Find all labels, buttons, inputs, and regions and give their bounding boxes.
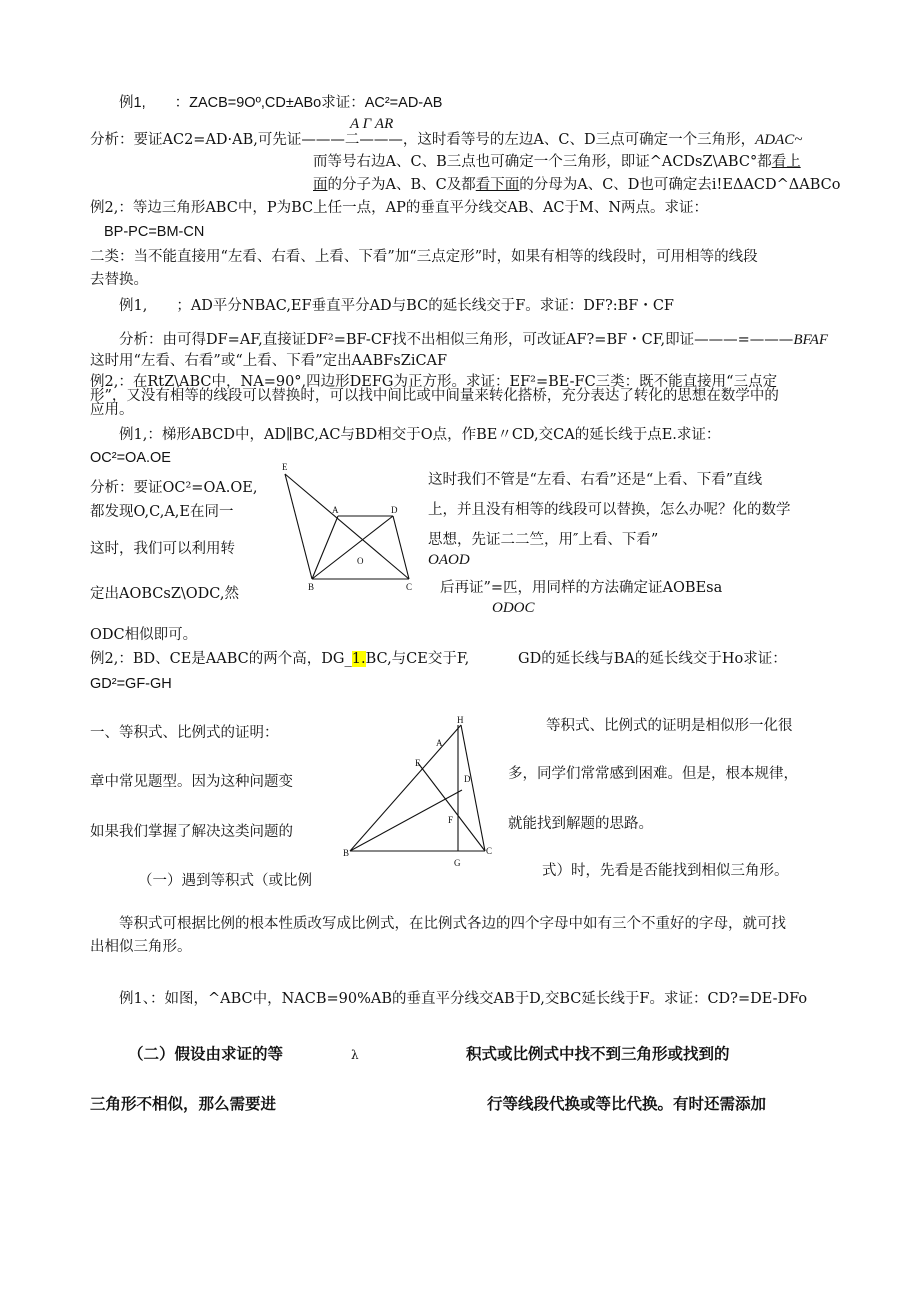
point-label: F xyxy=(448,815,454,825)
fraction-garble: ADAC~ xyxy=(755,132,803,148)
analysis-text: 上，并且没有相等的线段可以替换，怎么办呢？化的数学 xyxy=(428,502,791,518)
type-three-paragraph: 形”，又没有相等的线段可以替换时，可以找中间比或中间量来转化搭桥，充分表达了转化的思想在数学中的 xyxy=(90,388,779,404)
body-text: 章中常见题型。因为这种问题变 xyxy=(90,774,293,790)
analysis-text: 这时我们不管是“左看、右看”还是“上看、下看”直线 xyxy=(428,472,763,488)
analysis-text: ODC相似即可。 xyxy=(90,627,198,643)
trapezoid-figure xyxy=(280,460,420,595)
example-2-heading: 例2,：等边三角形ABC中，P为BC上任一点，AP的垂直平分线交AB、AC于M、N两点。求证： xyxy=(90,200,709,216)
point-label: E xyxy=(415,758,421,768)
point-label: C xyxy=(406,582,413,592)
type-two-paragraph: 去替换。 xyxy=(90,272,148,288)
body-text-bold: 三角形不相似，那么需要进 xyxy=(90,1094,277,1113)
analysis-line-3 xyxy=(313,175,840,195)
underlined-text: 看上 xyxy=(771,154,801,170)
example-2-heading: 例2,：在RtZ\ABC中，NA=90°,四边形DEFG为正方形。求证：EF²=BE-FC三类：既不能直接用“三点定 xyxy=(90,374,778,390)
analysis-text: 思想，先证二二竺，用″上看、下看” xyxy=(428,532,659,548)
section-heading: 一、等积式、比例式的证明： xyxy=(90,725,279,741)
fraction-garble: BFAF xyxy=(793,332,829,348)
fraction-garble: OAOD xyxy=(428,552,470,568)
body-text: 如果我们掌握了解决这类问题的 xyxy=(90,824,293,840)
body-text: 出相似三角形。 xyxy=(90,939,192,955)
example-1-heading: 例1、：如图，^ABC中，NACB=90%AB的垂直平分线交AB于D,交BC延长线于F。求证：CD?=DE-DFo xyxy=(119,991,808,1007)
body-text: 式）时，先看是否能找到相似三角形。 xyxy=(542,863,789,879)
subsection-heading: （一）遇到等积式（或比例 xyxy=(138,873,312,889)
type-three-paragraph: 应用。 xyxy=(90,402,134,418)
equation: GD²=GF-GH xyxy=(90,676,172,692)
body-text: 等积式可根据比例的根本性质改写成比例式，在比例式各边的四个字母中如有三个不重好的字母，就可找 xyxy=(119,916,786,932)
example-1-heading: 例1, ：ZACB=9Oº,CD±ABo求证：AC²=AD-AB xyxy=(119,95,443,111)
subsection-heading-2: 积式或比例式中找不到三角形或找到的 xyxy=(466,1044,730,1063)
point-label: O xyxy=(357,556,364,566)
analysis-text: 分析：要证AC2=AD·AB,可先证———二———，这时看等号的左边A、C、D三点可确定一个三角形， xyxy=(90,132,756,148)
point-label: C xyxy=(486,846,493,856)
analysis-text: 而等号右边A、C、B三点也可确定一个三角形，即证^ACDsZ\ABC°都 xyxy=(313,154,772,170)
analysis-line-2 xyxy=(313,152,801,172)
point-label: B xyxy=(308,582,315,592)
analysis-line xyxy=(119,330,828,350)
analysis-text: 分析：要证OC²=OA.OE, xyxy=(90,480,258,496)
point-label: D xyxy=(391,505,398,515)
point-label: D xyxy=(464,774,471,784)
example-1-heading: 例1,：梯形ABCD中，AD∥BC,AC与BD相交于O点，作BE〃CD,交CA的延长线于点E.求证： xyxy=(119,427,721,443)
equation: OC²=OA.OE xyxy=(90,450,171,466)
point-label: A xyxy=(436,738,443,748)
analysis-text: 这时，我们可以利用转 xyxy=(90,541,235,557)
analysis-text: 定出AOBCsZ\ODC,然 xyxy=(90,586,239,602)
example-text: BC,与CE交于F, xyxy=(365,651,470,667)
underlined-text: 看下面 xyxy=(475,177,520,193)
point-label: G xyxy=(454,858,461,868)
triangle-figure xyxy=(340,710,500,875)
analysis-text: 都发现O,C,A,E在同一 xyxy=(90,504,234,520)
body-text: 就能找到解题的思路。 xyxy=(508,816,653,832)
analysis-text: 的分母为A、C、D也可确定去i!EΔACD^ΔABCo xyxy=(519,177,841,193)
underlined-text: 面 xyxy=(313,177,328,193)
highlighted-text: 1. xyxy=(351,651,366,667)
fraction-garble: ODOC xyxy=(492,600,535,616)
point-label: A xyxy=(332,505,339,515)
type-two-paragraph: 二类：当不能直接用“左看、右看、上看、下看”加“三点定形”时，如果有相等的线段时，可用相等的线段 xyxy=(90,249,758,265)
example-1-heading: 例1, ；AD平分NBAC,EF垂直平分AD与BC的延长线交于F。求证：DF?:BF・CF xyxy=(119,298,674,314)
analysis-text: 分析：由可得DF=AF,直接证DF²=BF-CF找不出相似三角形，可改证AF?=BF・CF,即证———=——— xyxy=(119,332,794,348)
fraction-garble: A Γ AR xyxy=(350,116,394,132)
analysis-line: 这时用“左看、右看”或“上看、下看”定出AABFsZiCAF xyxy=(90,353,448,369)
analysis-line-1 xyxy=(90,130,802,150)
example-text: GD的延长线与BA的延长线交于Ho求证： xyxy=(518,651,787,667)
equation: BP-PC=BM-CN xyxy=(104,224,205,240)
example-text: 例2,：BD、CE是AABC的两个高，DG_ xyxy=(90,651,352,667)
body-text-bold: 行等线段代换或等比代换。有时还需添加 xyxy=(487,1094,767,1113)
body-text: 等积式、比例式的证明是相似形一化很 xyxy=(546,718,793,734)
point-label: E xyxy=(282,462,288,472)
analysis-text: 后再证”=匹，用同样的方法确定证AOBEsa xyxy=(440,580,723,596)
analysis-text: 的分子为A、B、C及都 xyxy=(327,177,476,193)
subsection-heading-2: （二）假设由求证的等 xyxy=(128,1044,284,1063)
point-label: H xyxy=(457,715,464,725)
stray-symbol: λ xyxy=(351,1048,359,1062)
point-label: B xyxy=(343,848,350,858)
body-text: 多，同学们常常感到困难。但是，根本规律， xyxy=(508,766,798,782)
example-2-heading xyxy=(90,649,469,669)
